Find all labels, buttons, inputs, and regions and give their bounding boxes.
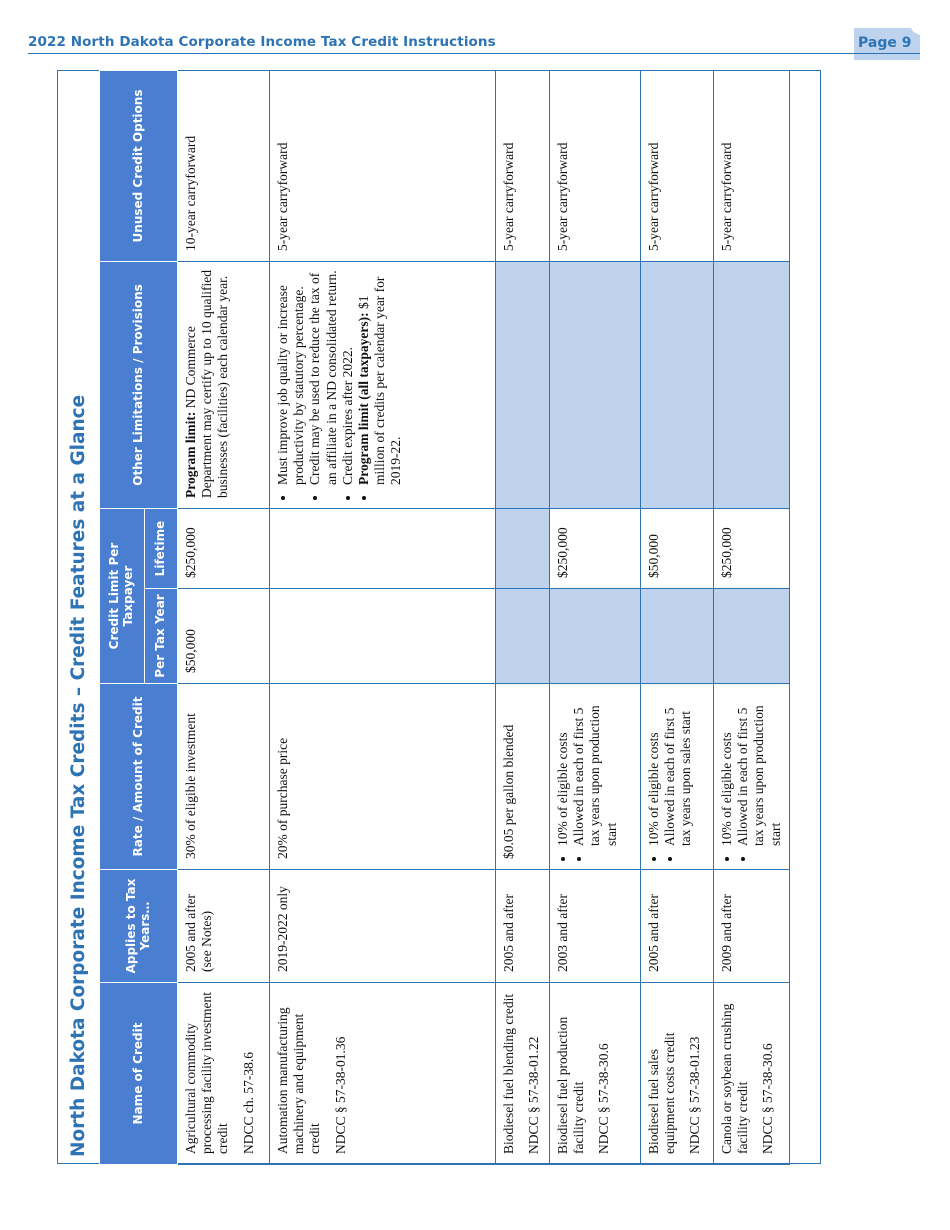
program-limit-label: Program limit: — [183, 411, 198, 498]
table-row — [550, 70, 641, 1164]
cell-credit-name — [641, 983, 714, 1165]
cell-lifetime: $250,000 — [550, 508, 641, 588]
program-limit-text: $1 million of credits per calendar year for 2019-22. — [355, 276, 404, 485]
statute-reference: NDCC § 57-38-01.22 — [526, 1036, 542, 1154]
cell-rate: $0.05 per gallon blended — [496, 684, 550, 870]
table-row — [714, 70, 790, 1164]
program-limit-label: Program limit (all taxpayers): — [355, 312, 371, 485]
rate-item: • Allowed in each of first 5 tax years upon production start — [735, 692, 784, 846]
document-header-title: 2022 North Dakota Corporate Income Tax Credit Instructions — [28, 34, 496, 50]
cell-per-year — [496, 589, 550, 684]
rate-item: • Allowed in each of first 5 tax years upon sales start — [662, 692, 694, 846]
col-header-name: Name of Credit — [100, 983, 178, 1165]
cell-years: 2005 and after (see Notes) — [178, 870, 270, 983]
table-row — [270, 70, 496, 1164]
credit-name: Biodiesel fuel blending credit — [501, 993, 516, 1154]
credit-name: Biodiesel fuel production facility credit — [555, 1016, 587, 1154]
rate-item: • 10% of eligible costs — [646, 692, 662, 846]
cell-credit-name — [550, 983, 641, 1165]
cell-unused: 5-year carryforward — [714, 70, 790, 261]
cell-lifetime: $250,000 — [714, 508, 790, 588]
col-header-per-year: Per Tax Year — [145, 589, 178, 684]
cell-unused: 5-year carryforward — [641, 70, 714, 261]
cell-credit-name — [178, 983, 270, 1165]
table-row — [496, 70, 550, 1164]
cell-rate: 30% of eligible investment — [178, 684, 270, 870]
credit-name: Biodiesel fuel sales equipment costs credit — [646, 1032, 678, 1154]
provision-item: • Credit may be used to reduce the tax of an affiliate in a ND consolidated return. — [307, 270, 339, 485]
cell-years: 2003 and after — [550, 870, 641, 983]
cell-credit-name — [714, 983, 790, 1165]
provision-item: • Credit expires after 2022. — [340, 270, 356, 485]
statute-reference: NDCC § 57-38-30.6 — [596, 1043, 612, 1154]
cell-years: 2009 and after — [714, 870, 790, 983]
statute-reference: NDCC § 57-38-01.36 — [332, 1036, 348, 1154]
cell-rate: 20% of purchase price — [270, 684, 496, 870]
cell-per-year — [550, 589, 641, 684]
col-header-lifetime: Lifetime — [145, 508, 178, 588]
statute-reference: NDCC § 57-38-01.23 — [687, 1036, 703, 1154]
col-header-rate: Rate / Amount of Credit — [100, 684, 178, 870]
cell-per-year — [641, 589, 714, 684]
cell-other — [641, 261, 714, 508]
rate-list — [719, 692, 784, 863]
rate-item: • 10% of eligible costs — [555, 692, 571, 846]
credit-features-table — [99, 70, 790, 1165]
cell-years: 2005 and after — [496, 870, 550, 983]
cell-rate — [641, 684, 714, 870]
rate-item: • Allowed in each of first 5 tax years upon production start — [571, 692, 620, 846]
cell-credit-name — [270, 983, 496, 1165]
cell-credit-name — [496, 983, 550, 1165]
cell-years: 2005 and after — [641, 870, 714, 983]
col-header-years: Applies to Tax Years… — [100, 870, 178, 983]
cell-lifetime: $50,000 — [641, 508, 714, 588]
col-header-unused: Unused Credit Options — [100, 70, 178, 261]
provisions-list — [275, 270, 405, 502]
cell-per-year — [714, 589, 790, 684]
rate-list — [555, 692, 620, 863]
cell-other — [496, 261, 550, 508]
table-title: North Dakota Corporate Income Tax Credits – Credit Features at a Glance — [68, 394, 89, 1157]
credit-features-table-frame — [57, 70, 821, 1164]
table-row — [641, 70, 714, 1164]
credit-name: Canola or soybean crushing facility credit — [719, 1003, 751, 1154]
rate-list — [646, 692, 695, 863]
cell-per-year — [270, 589, 496, 684]
cell-unused: 5-year carryforward — [550, 70, 641, 261]
statute-reference: NDCC ch. 57-38.6 — [240, 1052, 256, 1154]
program-limit-text: ND Commerce Department may certify up to 10 qualified businesses (facilities) each calendar year. — [183, 270, 231, 498]
cell-unused: 10-year carryforward — [178, 70, 270, 261]
col-header-limit-group: Credit Limit Per Taxpayer — [100, 508, 145, 683]
cell-lifetime — [270, 508, 496, 588]
table-row — [178, 70, 270, 1164]
cell-rate — [714, 684, 790, 870]
cell-other — [550, 261, 641, 508]
cell-lifetime — [496, 508, 550, 588]
header-rule — [28, 53, 920, 54]
col-header-other: Other Limitations / Provisions — [100, 261, 178, 508]
cell-other — [714, 261, 790, 508]
rotated-landscape-content — [58, 71, 822, 1165]
cell-other — [270, 261, 496, 508]
page-number: Page 9 — [858, 35, 912, 51]
rate-item: • 10% of eligible costs — [719, 692, 735, 846]
cell-unused: 5-year carryforward — [270, 70, 496, 261]
cell-years: 2019-2022 only — [270, 870, 496, 983]
provision-item: • Must improve job quality or increase productivity by statutory percentage. — [275, 270, 307, 485]
cell-rate — [550, 684, 641, 870]
cell-other — [178, 261, 270, 508]
credit-name: Automation manufacturing machinery and equipment credit — [275, 1007, 323, 1154]
cell-unused: 5-year carryforward — [496, 70, 550, 261]
provision-item — [356, 270, 405, 485]
cell-per-year: $50,000 — [178, 589, 270, 684]
statute-reference: NDCC § 57-38-30.6 — [760, 1043, 776, 1154]
cell-lifetime: $250,000 — [178, 508, 270, 588]
credit-name: Agricultural commodity processing facility investment credit — [183, 992, 231, 1154]
